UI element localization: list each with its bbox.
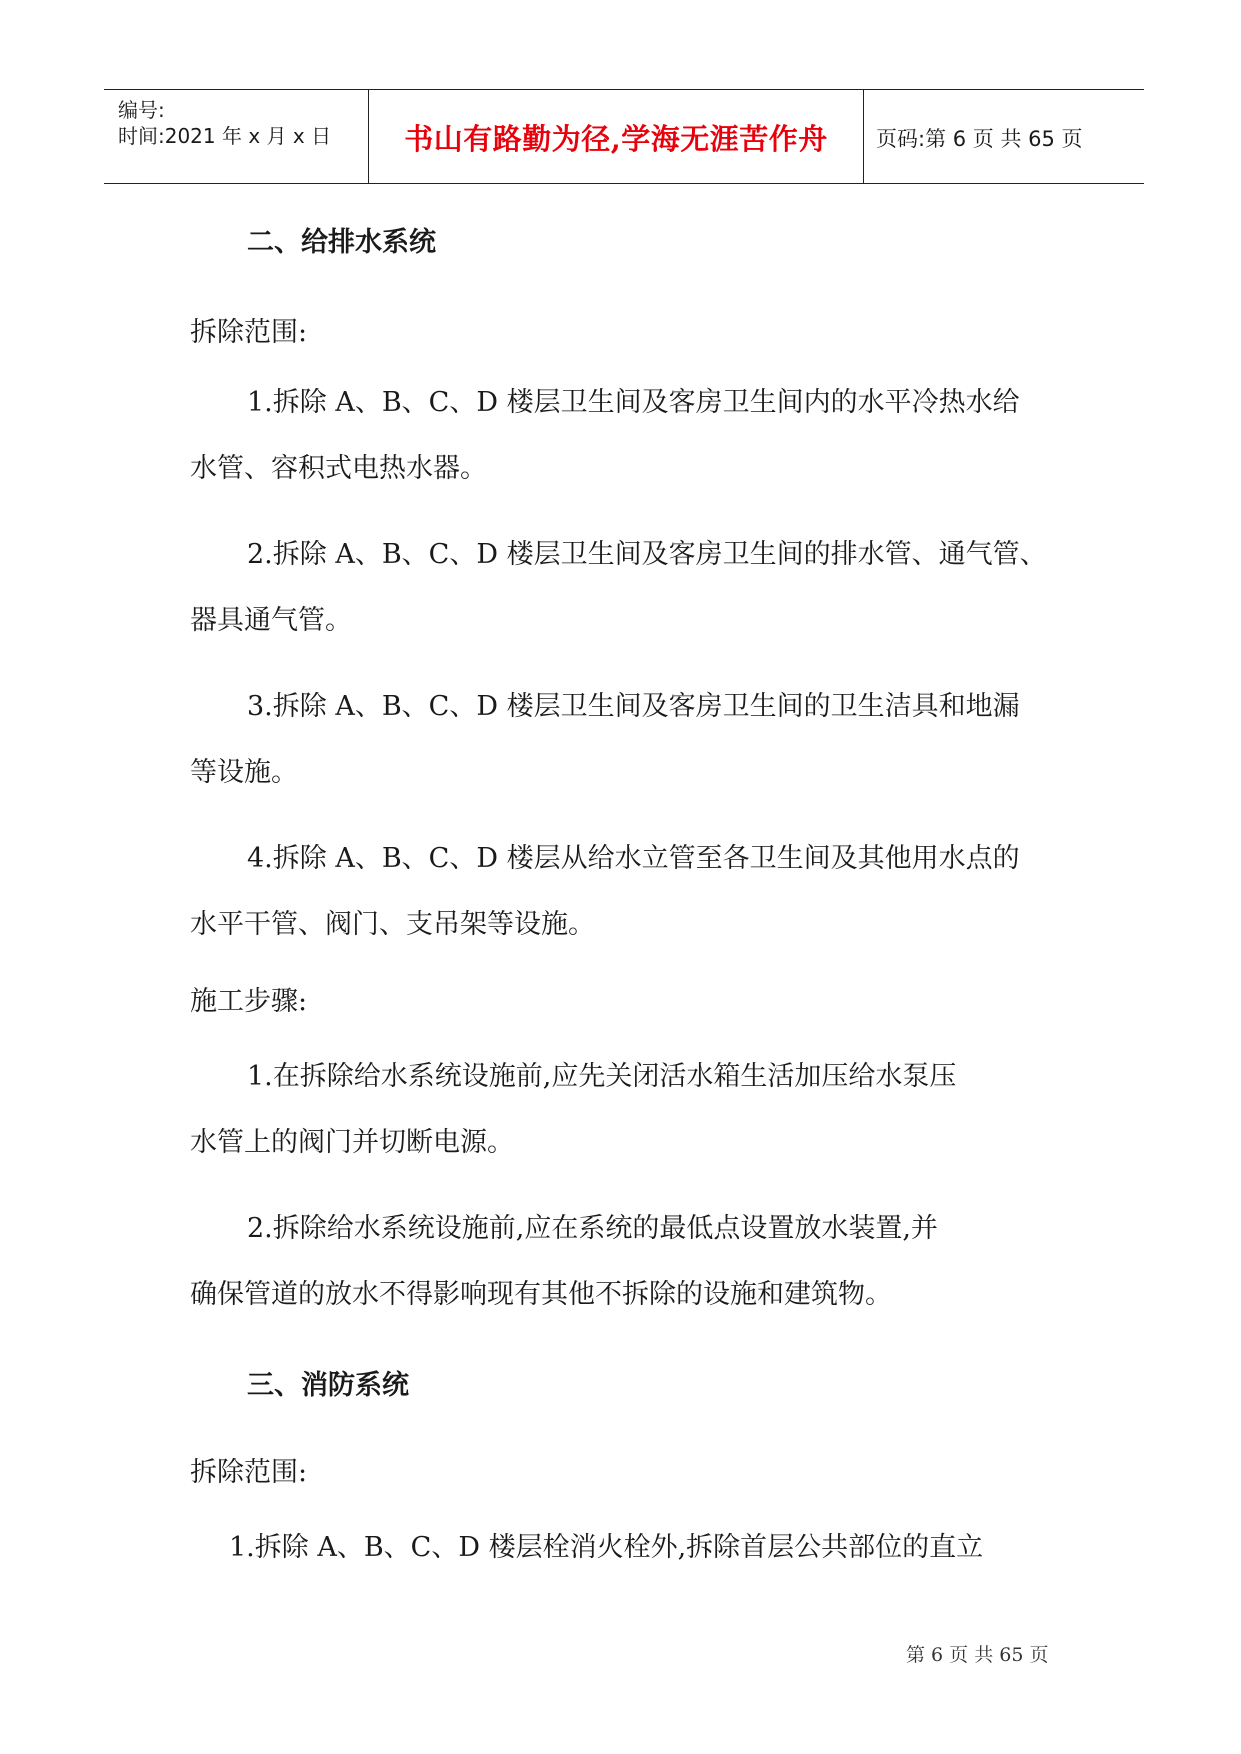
s2-step2-line1: 2.拆除给水系统设施前,应在系统的最低点设置放水装置,并 bbox=[247, 1213, 938, 1244]
s2-item2-line2: 器具通气管。 bbox=[190, 605, 352, 636]
s3-scope-label: 拆除范围: bbox=[190, 1457, 308, 1488]
s2-steps-label: 施工步骤: bbox=[190, 986, 308, 1017]
time-label: 时间:2021 年 x 月 x 日 bbox=[118, 124, 332, 148]
page-header bbox=[104, 89, 1144, 184]
header-meta-cell bbox=[104, 90, 369, 183]
s2-step2-line2: 确保管道的放水不得影响现有其他不拆除的设施和建筑物。 bbox=[190, 1279, 892, 1310]
s2-step1-line1: 1.在拆除给水系统设施前,应先关闭活水箱生活加压给水泵压 bbox=[247, 1061, 957, 1092]
header-motto-cell bbox=[369, 90, 864, 183]
page-code: 页码:第 6 页 共 65 页 bbox=[876, 127, 1083, 151]
header-page-cell bbox=[864, 90, 1144, 183]
s2-item3-line2: 等设施。 bbox=[190, 757, 298, 788]
page-footer: 第 6 页 共 65 页 bbox=[906, 1644, 1049, 1666]
s2-item4-line2: 水平干管、阀门、支吊架等设施。 bbox=[190, 909, 595, 940]
s2-scope-label: 拆除范围: bbox=[190, 317, 308, 348]
s2-item3-line1: 3.拆除 A、B、C、D 楼层卫生间及客房卫生间的卫生洁具和地漏 bbox=[247, 691, 1020, 722]
number-label: 编号: bbox=[118, 98, 165, 122]
s3-item1-line1: 1.拆除 A、B、C、D 楼层栓消火栓外,拆除首层公共部位的直立 bbox=[229, 1532, 984, 1563]
s2-item2-line1: 2.拆除 A、B、C、D 楼层卫生间及客房卫生间的排水管、通气管、 bbox=[247, 539, 1047, 570]
s2-item4-line1: 4.拆除 A、B、C、D 楼层从给水立管至各卫生间及其他用水点的 bbox=[247, 843, 1020, 874]
section-3-title: 三、消防系统 bbox=[247, 1370, 409, 1401]
s2-item1-line2: 水管、容积式电热水器。 bbox=[190, 453, 487, 484]
s2-item1-line1: 1.拆除 A、B、C、D 楼层卫生间及客房卫生间内的水平冷热水给 bbox=[247, 387, 1020, 418]
s2-step1-line2: 水管上的阀门并切断电源。 bbox=[190, 1127, 514, 1158]
motto-text: 书山有路勤为径,学海无涯苦作舟 bbox=[404, 122, 828, 156]
section-2-title: 二、给排水系统 bbox=[247, 227, 436, 258]
